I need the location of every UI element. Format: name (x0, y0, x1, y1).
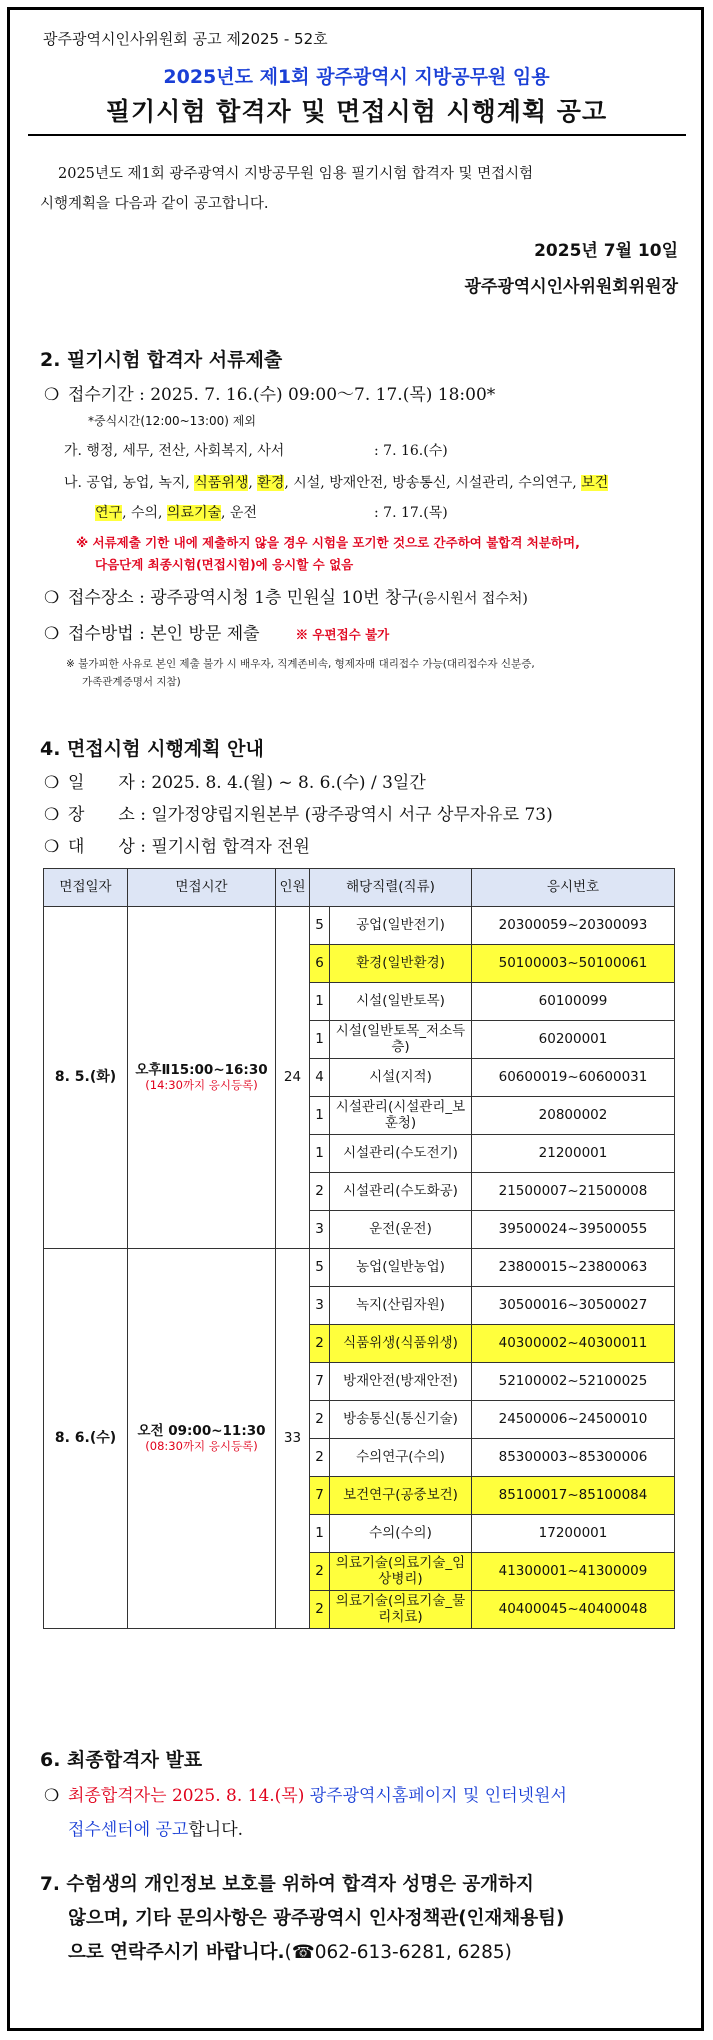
job-cell: 시설관리(수도화공) (330, 1173, 472, 1211)
job-cell: 식품위생(식품위생) (330, 1325, 472, 1363)
submission-period: ❍ 접수기간 : 2025. 7. 16.(수) 09:00～7. 17.(목) 18:00* (44, 385, 496, 405)
circle-bullet-icon: ❍ (44, 837, 60, 857)
group-na-line-1: 나. 공업, 농업, 녹지, 식품위생, 환경, 시설, 방재안전, 방송통신, 시설관리, 수의연구, 보건 (64, 475, 609, 491)
job-cell: 의료기술(의료기술_물리치료) (330, 1591, 472, 1629)
circle-bullet-icon: ❍ (44, 624, 60, 644)
title-line-2: 필기시험 합격자 및 면접시험 시행계획 공고 (105, 97, 608, 126)
exam-number-cell: 40300002~40300011 (472, 1325, 675, 1363)
intro-line-1: 2025년도 제1회 광주광역시 지방공무원 임용 필기시험 합격자 및 면접시험 (58, 166, 534, 182)
job-cell: 수의(수의) (330, 1515, 472, 1553)
header-exam-number: 응시번호 (472, 869, 675, 907)
count-cell: 1 (310, 1135, 330, 1173)
count-cell: 2 (310, 1173, 330, 1211)
job-cell: 방재안전(방재안전) (330, 1363, 472, 1401)
proxy-note-line-2: 가족관계증명서 지참) (82, 676, 181, 688)
title-line-1: 2025년도 제1회 광주광역시 지방공무원 임용 (163, 66, 550, 88)
job-cell: 방송통신(통신기술) (330, 1401, 472, 1439)
exam-number-cell: 20800002 (472, 1097, 675, 1135)
contact-line-1: 7. 수험생의 개인정보 보호를 위하여 합격자 성명은 공개하지 (40, 1874, 534, 1895)
section-6-heading: 6. 최종합격자 발표 (40, 1749, 203, 1771)
count-cell: 4 (310, 1059, 330, 1097)
exam-number-cell: 52100002~52100025 (472, 1363, 675, 1401)
interview-time-cell: 오후Ⅱ15:00~16:30 (14:30까지 응시등록) (128, 907, 276, 1249)
header-count: 인원 (276, 869, 310, 907)
contact-line-2: 않으며, 기타 문의사항은 광주광역시 인사정책관(인재채용팀) (68, 1908, 565, 1929)
job-cell: 시설관리(수도전기) (330, 1135, 472, 1173)
interview-date-cell: 8. 5.(화) (44, 907, 128, 1249)
count-cell: 2 (310, 1591, 330, 1629)
announcement-date: 2025년 7월 10일 (534, 241, 678, 261)
job-cell: 의료기술(의료기술_임상병리) (330, 1553, 472, 1591)
group-na-date: : 7. 17.(목) (374, 505, 448, 521)
job-cell: 시설관리(시설관리_보훈청) (330, 1097, 472, 1135)
job-cell: 시설(일반토목) (330, 983, 472, 1021)
count-cell: 5 (310, 1249, 330, 1287)
header-date: 면접일자 (44, 869, 128, 907)
job-cell: 환경(일반환경) (330, 945, 472, 983)
table-header-row (44, 869, 675, 907)
section-2-heading: 2. 필기시험 합격자 서류제출 (40, 349, 283, 371)
count-cell: 7 (310, 1477, 330, 1515)
group-ga: 가. 행정, 세무, 전산, 사회복지, 사서 (64, 443, 285, 459)
job-cell: 녹지(산림자원) (330, 1287, 472, 1325)
count-cell: 1 (310, 1021, 330, 1059)
section-4-heading: 4. 면접시험 시행계획 안내 (40, 738, 264, 760)
exam-number-cell: 20300059~20300093 (472, 907, 675, 945)
exam-number-cell: 17200001 (472, 1515, 675, 1553)
exam-number-cell: 60100099 (472, 983, 675, 1021)
circle-bullet-icon: ❍ (44, 1786, 60, 1806)
job-cell: 농업(일반농업) (330, 1249, 472, 1287)
submission-place: ❍ 접수장소 : 광주광역시청 1층 민원실 10번 창구(응시원서 접수처) (44, 588, 528, 608)
count-cell: 2 (310, 1401, 330, 1439)
issuer: 광주광역시인사위원회위원장 (464, 277, 678, 297)
interview-date-cell: 8. 6.(수) (44, 1249, 128, 1629)
intro-line-2: 시행계획을 다음과 같이 공고합니다. (40, 196, 269, 212)
group-ga-date: : 7. 16.(수) (374, 443, 448, 459)
job-cell: 보건연구(공중보건) (330, 1477, 472, 1515)
final-announcement-line-1: ❍ 최종합격자는 2025. 8. 14.(목) 광주광역시홈페이지 및 인터넷원서 (44, 1786, 567, 1806)
exam-number-cell: 85300003~85300006 (472, 1439, 675, 1477)
count-cell: 1 (310, 1515, 330, 1553)
interview-total-cell: 24 (276, 907, 310, 1249)
count-cell: 1 (310, 1097, 330, 1135)
lunch-note: *중식시간(12:00~13:00) 제외 (88, 414, 256, 428)
count-cell: 2 (310, 1439, 330, 1477)
exam-number-cell: 23800015~23800063 (472, 1249, 675, 1287)
exam-number-cell: 41300001~41300009 (472, 1553, 675, 1591)
job-cell: 수의연구(수의) (330, 1439, 472, 1477)
exam-number-cell: 85100017~85100084 (472, 1477, 675, 1515)
exam-number-cell: 60600019~60600031 (472, 1059, 675, 1097)
circle-bullet-icon: ❍ (44, 385, 60, 405)
table-row (44, 1249, 675, 1287)
job-cell: 시설(일반토목_저소득층) (330, 1021, 472, 1059)
circle-bullet-icon: ❍ (44, 773, 60, 793)
interview-target: ❍ 대 상 : 필기시험 합격자 전원 (44, 837, 310, 857)
interview-place: ❍ 장 소 : 일가정양립지원본부 (광주광역시 서구 상무자유로 73) (44, 805, 553, 825)
warning-line-2: 다음단계 최종시험(면접시험)에 응시할 수 없음 (95, 557, 354, 572)
exam-number-cell: 21200001 (472, 1135, 675, 1173)
job-cell: 시설(지적) (330, 1059, 472, 1097)
count-cell: 5 (310, 907, 330, 945)
count-cell: 2 (310, 1325, 330, 1363)
exam-number-cell: 60200001 (472, 1021, 675, 1059)
header-time: 면접시간 (128, 869, 276, 907)
table-row (44, 907, 675, 945)
warning-line-1: ※ 서류제출 기한 내에 제출하지 않을 경우 시험을 포기한 것으로 간주하여 불합격 처분하며, (76, 535, 580, 550)
interview-total-cell: 33 (276, 1249, 310, 1629)
job-cell: 운전(운전) (330, 1211, 472, 1249)
count-cell: 3 (310, 1211, 330, 1249)
interview-schedule-table (43, 868, 675, 1629)
proxy-note-line-1: ※ 불가피한 사유로 본인 제출 불가 시 배우자, 직계존비속, 형제자매 대리접수 가능(대리접수자 신분증, (66, 658, 535, 670)
header-job: 해당직렬(직류) (310, 869, 472, 907)
title-divider (28, 134, 686, 136)
final-announcement-line-2: 접수센터에 공고합니다. (68, 1820, 244, 1840)
group-na-line-2: 연구, 수의, 의료기술, 운전 (95, 505, 257, 521)
exam-number-cell: 40400045~40400048 (472, 1591, 675, 1629)
interview-dates: ❍ 일 자 : 2025. 8. 4.(월) ~ 8. 6.(수) / 3일간 (44, 773, 426, 793)
contact-notice (40, 1868, 564, 1970)
count-cell: 3 (310, 1287, 330, 1325)
job-cell: 공업(일반전기) (330, 907, 472, 945)
circle-bullet-icon: ❍ (44, 805, 60, 825)
count-cell: 1 (310, 983, 330, 1021)
count-cell: 2 (310, 1553, 330, 1591)
circle-bullet-icon: ❍ (44, 588, 60, 608)
count-cell: 7 (310, 1363, 330, 1401)
submission-method: ❍ 접수방법 : 본인 방문 제출 ※ 우편접수 불가 (44, 624, 390, 644)
count-cell: 6 (310, 945, 330, 983)
interview-time-cell: 오전 09:00~11:30 (08:30까지 응시등록) (128, 1249, 276, 1629)
exam-number-cell: 50100003~50100061 (472, 945, 675, 983)
contact-line-3: 으로 연락주시기 바랍니다.(☎062-613-6281, 6285) (68, 1942, 512, 1963)
exam-number-cell: 30500016~30500027 (472, 1287, 675, 1325)
document-number: 광주광역시인사위원회 공고 제2025 - 52호 (43, 30, 328, 48)
exam-number-cell: 24500006~24500010 (472, 1401, 675, 1439)
exam-number-cell: 39500024~39500055 (472, 1211, 675, 1249)
exam-number-cell: 21500007~21500008 (472, 1173, 675, 1211)
